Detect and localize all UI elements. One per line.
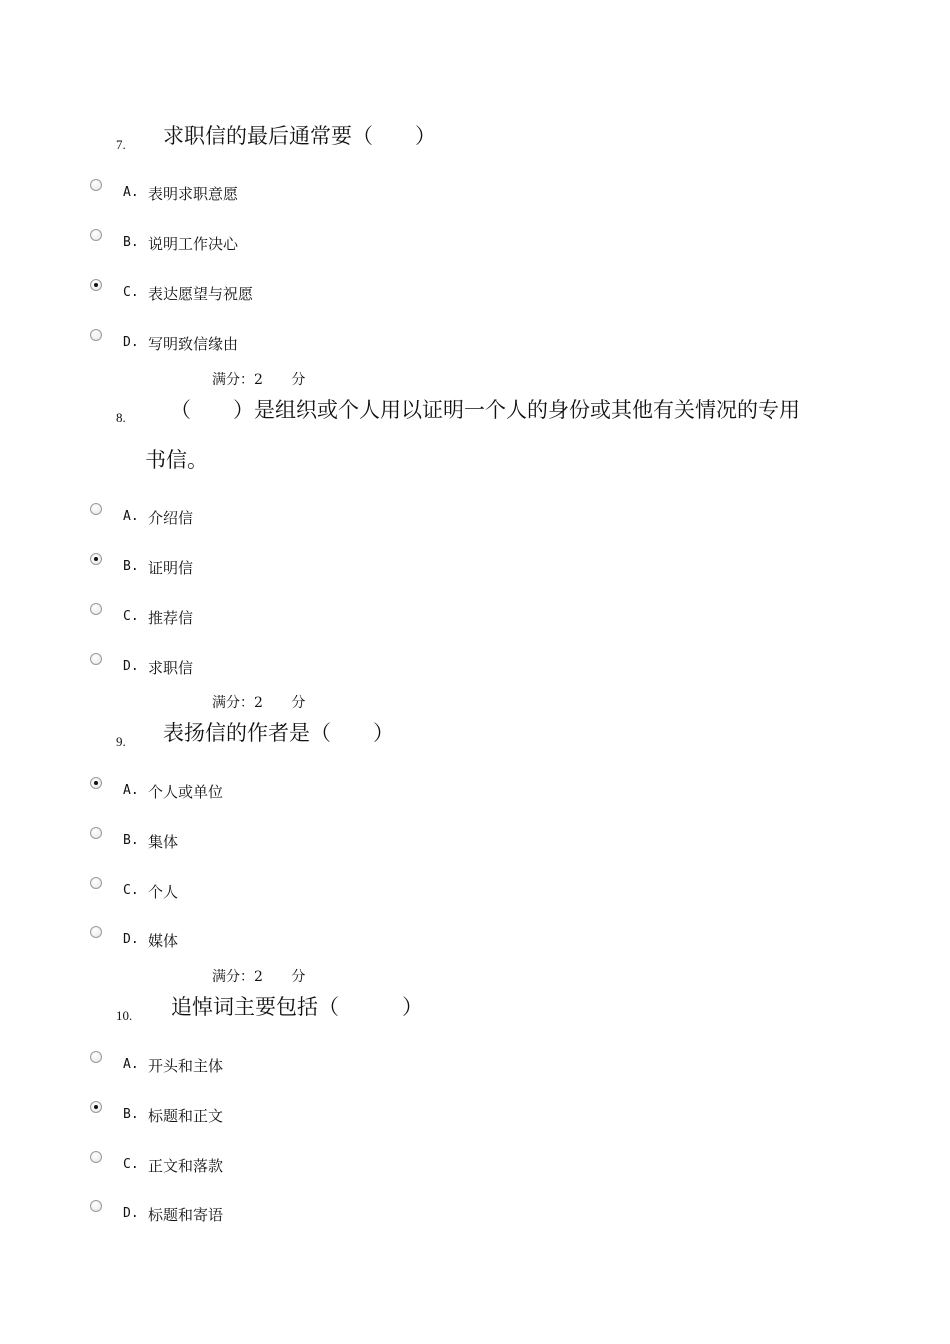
option-a[interactable] [90, 1051, 490, 1073]
score-unit: 分 [291, 969, 306, 985]
option-d[interactable] [90, 926, 490, 948]
option-a[interactable] [90, 179, 490, 201]
option-label: 表明求职意愿 [148, 185, 239, 203]
question-text: 求职信的最后通常要（ ） [163, 124, 436, 148]
option-b[interactable] [90, 1101, 490, 1123]
option-letter: C. [123, 609, 139, 624]
radio-button[interactable] [90, 827, 102, 839]
option-label: 求职信 [148, 659, 194, 677]
question-number: 9. [116, 734, 126, 749]
option-b[interactable] [90, 827, 490, 849]
option-label: 介绍信 [148, 509, 194, 527]
radio-button[interactable] [90, 229, 102, 241]
radio-button[interactable] [90, 1151, 102, 1163]
option-label: 标题和寄语 [148, 1206, 224, 1224]
question-number: 8. [116, 410, 126, 425]
question-number: 10. [116, 1008, 133, 1023]
radio-button[interactable] [90, 179, 102, 191]
question-text: 表扬信的作者是（ ） [163, 721, 394, 745]
option-letter: D. [123, 1206, 139, 1221]
option-d[interactable] [90, 1200, 490, 1222]
score-unit: 分 [291, 372, 306, 388]
option-label: 表达愿望与祝愿 [148, 285, 254, 303]
option-label: 个人 [148, 883, 179, 901]
question-number: 7. [116, 137, 126, 152]
option-label: 开头和主体 [148, 1057, 224, 1075]
radio-button-selected[interactable] [90, 777, 102, 789]
option-letter: B. [123, 833, 139, 848]
option-c[interactable] [90, 279, 490, 301]
option-letter: A. [123, 783, 139, 798]
option-letter: D. [123, 335, 139, 350]
radio-button[interactable] [90, 877, 102, 889]
option-letter: C. [123, 285, 139, 300]
option-b[interactable] [90, 229, 490, 251]
option-label: 证明信 [148, 559, 194, 577]
radio-button[interactable] [90, 603, 102, 615]
question-text: 追悼词主要包括（ ） [171, 995, 423, 1019]
score-label: 满分：2 [212, 969, 263, 985]
question-text-line2: 书信。 [145, 448, 208, 472]
score-unit: 分 [291, 695, 306, 711]
question-text-line1: （ ）是组织或个人用以证明一个人的身份或其他有关情况的专用 [170, 398, 800, 422]
option-letter: C. [123, 1157, 139, 1172]
option-letter: A. [123, 509, 139, 524]
option-d[interactable] [90, 329, 490, 351]
option-letter: B. [123, 559, 139, 574]
radio-button[interactable] [90, 329, 102, 341]
option-label: 写明致信缘由 [148, 335, 239, 353]
radio-button-selected[interactable] [90, 1101, 102, 1113]
option-d[interactable] [90, 653, 490, 675]
option-label: 正文和落款 [148, 1157, 224, 1175]
option-label: 集体 [148, 833, 179, 851]
radio-button[interactable] [90, 653, 102, 665]
option-label: 说明工作决心 [148, 235, 239, 253]
option-c[interactable] [90, 603, 490, 625]
option-letter: B. [123, 235, 139, 250]
radio-button[interactable] [90, 1200, 102, 1212]
option-label: 推荐信 [148, 609, 194, 627]
option-b[interactable] [90, 553, 490, 575]
option-letter: B. [123, 1107, 139, 1122]
option-label: 媒体 [148, 932, 179, 950]
option-letter: C. [123, 883, 139, 898]
option-label: 个人或单位 [148, 783, 224, 801]
radio-button-selected[interactable] [90, 553, 102, 565]
radio-button[interactable] [90, 503, 102, 515]
option-a[interactable] [90, 777, 490, 799]
option-letter: D. [123, 659, 139, 674]
option-a[interactable] [90, 503, 490, 525]
score-label: 满分：2 [212, 372, 263, 388]
option-letter: A. [123, 185, 139, 200]
option-label: 标题和正文 [148, 1107, 224, 1125]
radio-button[interactable] [90, 1051, 102, 1063]
option-letter: A. [123, 1057, 139, 1072]
radio-button[interactable] [90, 926, 102, 938]
radio-button-selected[interactable] [90, 279, 102, 291]
option-letter: D. [123, 932, 139, 947]
score-label: 满分：2 [212, 695, 263, 711]
option-c[interactable] [90, 1151, 490, 1173]
option-c[interactable] [90, 877, 490, 899]
